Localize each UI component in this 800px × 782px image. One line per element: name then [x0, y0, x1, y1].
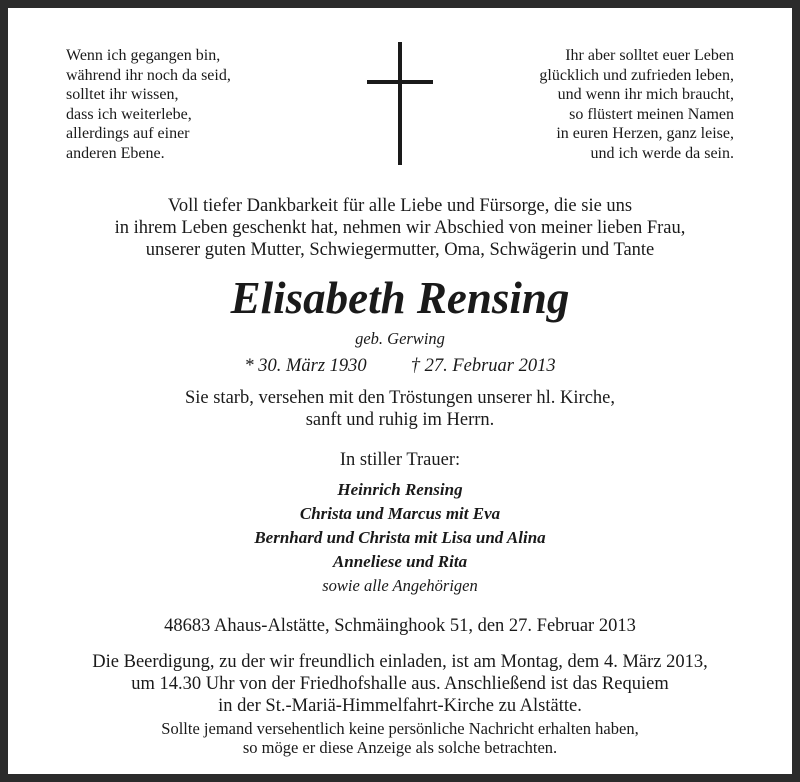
poem-line: und wenn ihr mich braucht, [557, 86, 734, 104]
poem-line: anderen Ebene. [66, 144, 165, 162]
poem-line: und ich werde da sein. [590, 144, 734, 162]
address-line: 48683 Ahaus-Alstätte, Schmäinghook 51, den 27. Februar 2013 [164, 616, 636, 636]
note-line: Sollte jemand versehentlich keine persönliche Nachricht erhalten haben, [161, 719, 639, 738]
poem-line: Wenn ich gegangen bin, [66, 47, 221, 64]
poem-right [539, 46, 734, 164]
intro-line: Voll tiefer Dankbarkeit für alle Liebe und Fürsorge, die sie uns [167, 196, 633, 216]
obituary-notice [8, 8, 792, 774]
poem-line: glücklich und zufrieden leben, [539, 66, 734, 84]
death-text-line: sanft und ruhig im Herrn. [305, 410, 495, 430]
poem-line: während ihr noch da seid, [66, 66, 231, 84]
funeral-info [8, 651, 792, 717]
funeral-line: in der St.-Mariä-Himmelfahrt-Kirche zu Alstätte. [218, 696, 582, 716]
deceased-name: Elisabeth Rensing [230, 273, 570, 323]
cross-horizontal [367, 80, 433, 84]
mourner: Heinrich Rensing [337, 480, 463, 499]
poem-left [66, 46, 231, 164]
mourners-list [8, 478, 792, 598]
mourning-label: In stiller Trauer: [339, 450, 461, 470]
intro-text [8, 195, 792, 261]
death-text [8, 387, 792, 431]
notice-note [8, 719, 792, 757]
mourner: Bernhard und Christa mit Lisa und Alina [254, 528, 546, 547]
intro-line: unserer guten Mutter, Schwiegermutter, Oma, Schwägerin und Tante [145, 240, 655, 260]
birth-date: * 30. März 1930 [244, 356, 367, 376]
intro-line: in ihrem Leben geschenkt hat, nehmen wir Abschied von meiner lieben Frau, [114, 218, 686, 238]
poem-line: allerdings auf einer [66, 125, 190, 143]
funeral-line: Die Beerdigung, zu der wir freundlich einladen, ist am Montag, dem 4. März 2013, [92, 652, 708, 672]
poem-line: solltet ihr wissen, [66, 86, 179, 104]
poem-line: so flüstert meinen Namen [569, 105, 734, 123]
relatives: sowie alle Angehörigen [322, 576, 478, 595]
maiden-name: geb. Gerwing [355, 329, 445, 348]
life-dates [8, 355, 792, 377]
funeral-line: um 14.30 Uhr von der Friedhofshalle aus. Anschließend ist das Requiem [131, 674, 669, 694]
poem-line: Ihr aber solltet euer Leben [565, 47, 734, 64]
mourner: Christa und Marcus mit Eva [299, 504, 501, 523]
mourner: Anneliese und Rita [332, 552, 468, 571]
note-line: so möge er diese Anzeige als solche betrachten. [242, 738, 558, 757]
poem-line: dass ich weiterlebe, [66, 105, 192, 123]
death-date: † 27. Februar 2013 [410, 356, 556, 376]
cross-vertical [398, 42, 402, 165]
death-text-line: Sie starb, versehen mit den Tröstungen unserer hl. Kirche, [184, 388, 616, 408]
poem-line: in euren Herzen, ganz leise, [556, 125, 734, 143]
